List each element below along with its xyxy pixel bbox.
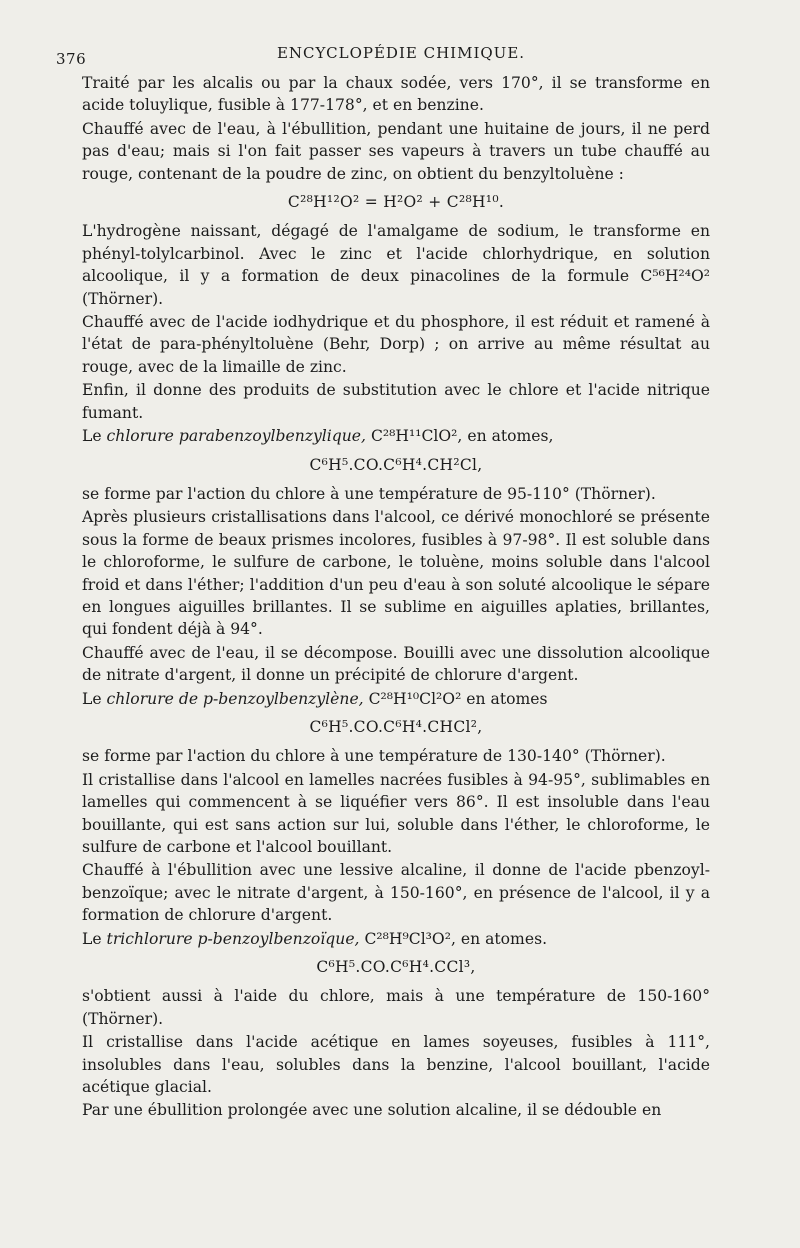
text: Le <box>82 427 107 446</box>
paragraph: Traité par les alcalis ou par la chaux sodée, vers 170°, il se transforme en acide toluylique, fusible à 177-178°, et en benzine. <box>82 74 710 115</box>
paragraph: Chauffé avec de l'eau, à l'ébullition, pendant une huitaine de jours, il ne perd pas d'eau; mais si l'on fait passer ses vapeurs à travers un tube chauffé au rouge, contenant de la poudre de zinc, on obtient du benzyltoluène : <box>82 119 710 183</box>
paragraph: se forme par l'action du chlore à une température de 130-140° (Thörner). <box>82 747 666 766</box>
paragraph: Chauffé avec de l'eau, il se décompose. Bouilli avec une dissolution alcoolique de nitrate d'argent, il donne un précipité de chlorure d'argent. <box>82 643 710 685</box>
text: Le <box>82 929 107 948</box>
text: Le <box>82 689 107 708</box>
paragraph: Chauffé avec de l'acide iodhydrique et du phosphore, il est réduit et ramené à l'état de para-phényltoluène (Behr, Dorp) ; on arrive au même résultat au rouge, avec de la limaille de zinc. <box>82 313 710 376</box>
formula: C⁶H⁵.CO.C⁶H⁴.CCl³, <box>316 958 476 977</box>
text: C²⁸H¹¹ClO², en atomes, <box>365 427 554 446</box>
page-header <box>56 44 746 68</box>
running-title: ENCYCLOPÉDIE CHIMIQUE. <box>276 44 526 62</box>
formula: C⁶H⁵.CO.C⁶H⁴.CHCl², <box>309 717 483 736</box>
paragraph: Il cristallise dans l'alcool en lamelles nacrées fusibles à 94-95°, sublimables en lamelles qui commencent à se liquéfier vers 86°. Il est insoluble dans l'eau bouillante, qui est sans action sur lui, soluble dans l'éther, le chloroforme, le sulfure de carbone et l'alcool bouillant. <box>82 770 710 856</box>
paragraph: se forme par l'action du chlore à une température de 95-110° (Thörner). <box>82 484 656 503</box>
body-text <box>82 72 710 1123</box>
paragraph <box>82 688 710 710</box>
paragraph <box>82 928 710 950</box>
formula: C²⁸H¹²O² = H²O² + C²⁸H¹⁰. <box>287 193 505 212</box>
paragraph: Après plusieurs cristallisations dans l'alcool, ce dérivé monochloré se présente sous la forme de beaux prismes incolores, fusibles à 97-98°. Il est soluble dans le chloroforme, le sulfure de carbone, le toluène, moins soluble dans l'alcool froid et dans l'éther; l'addition d'un peu d'eau à son soluté alcoolique le sépare en longues aiguilles brillantes. Il se sublime en aiguilles aplaties, brillantes, qui fondent déjà à 94°. <box>82 508 710 639</box>
text: C²⁸H¹⁰Cl²O² en atomes <box>363 689 548 708</box>
paragraph: Chauffé à l'ébullition avec une lessive alcaline, il donne de l'acide pbenzoyl-benzoïque; avec le nitrate d'argent, à 150-160°, en présence de l'alcool, il y a formation de chlorure d'argent. <box>82 861 710 925</box>
formula: C⁶H⁵.CO.C⁶H⁴.CH²Cl, <box>309 455 483 474</box>
paragraph <box>82 425 710 447</box>
paragraph: L'hydrogène naissant, dégagé de l'amalgame de sodium, le transforme en phényl-tolylcarbinol. Avec le zinc et l'acide chlorhydrique, en solution alcoolique, il y a formation de deux pinacolines de la formule C⁵⁶H²⁴O² (Thörner). <box>82 222 710 308</box>
compound-name: trichlorure p-benzoylbenzoïque, <box>106 929 360 948</box>
compound-name: chlorure de p-benzoylbenzylène, <box>106 689 364 708</box>
paragraph: s'obtient aussi à l'aide du chlore, mais à une température de 150-160° (Thörner). <box>82 987 710 1028</box>
paragraph: Enfin, il donne des produits de substitution avec le chlore et l'acide nitrique fumant. <box>82 381 710 422</box>
paragraph: Il cristallise dans l'acide acétique en lames soyeuses, fusibles à 111°, insolubles dans l'eau, solubles dans la benzine, l'alcool bouillant, l'acide acétique glacial. <box>82 1033 710 1097</box>
compound-name: chlorure parabenzoylbenzylique, <box>106 427 366 446</box>
paragraph: Par une ébullition prolongée avec une solution alcaline, il se dédouble en <box>82 1101 662 1120</box>
page-number: 376 <box>56 50 87 68</box>
text: C²⁸H⁹Cl³O², en atomes. <box>359 929 548 948</box>
